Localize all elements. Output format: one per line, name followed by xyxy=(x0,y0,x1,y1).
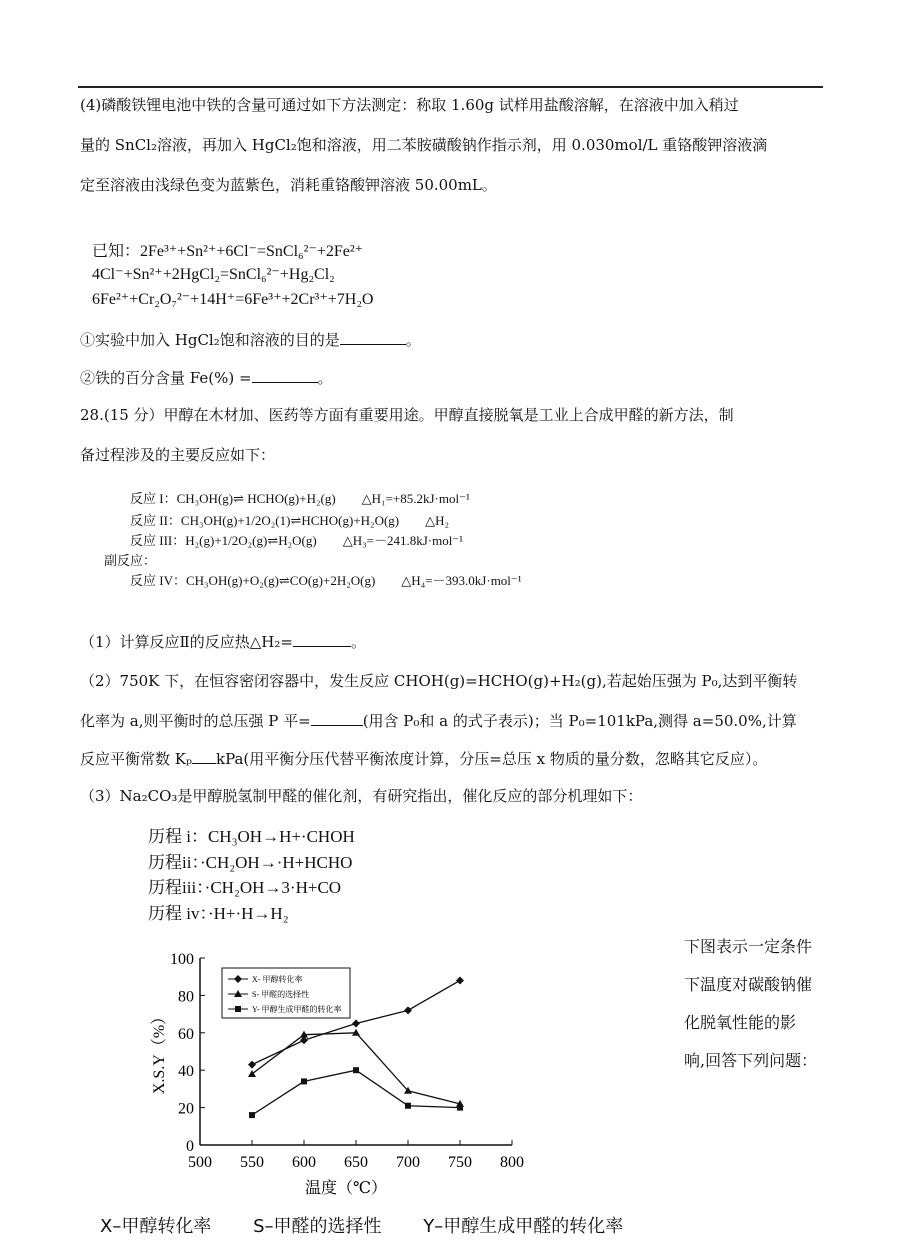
legend-label-1: S- 甲醛的选择性 xyxy=(252,990,310,999)
legend-label-0: X- 甲醇转化率 xyxy=(252,975,303,984)
part-2-text-c: 反应平衡常数 Kₚ xyxy=(80,750,192,768)
side-reaction-title: 副反应： xyxy=(104,553,157,568)
part-2-pressure-blank[interactable] xyxy=(311,711,363,726)
sub1-blank[interactable] xyxy=(340,330,406,345)
q4-line-2: 量的 SnCl₂溶液，再加入 HgCl₂饱和溶液，用二苯胺磺酸钠作指示剂，用 0.030mol/L 重铬酸钾溶液滴 xyxy=(80,136,768,154)
reaction-3: 反应 III：H₂(g)+1/2O₂(g)⇌H₂O(g) △H₃=－241.8kJ·mol⁻¹ xyxy=(130,533,464,548)
x-tick-label-6: 800 xyxy=(500,1154,524,1171)
mechanism-step-2: 历程ii：·CH₂OH→·H+HCHO xyxy=(148,853,353,872)
part-1-blank[interactable] xyxy=(293,632,351,647)
q28-line-2: 备过程涉及的主要反应如下： xyxy=(80,446,276,464)
part-2-line-1: （2）750K 下，在恒容密闭容器中，发生反应 CHOH(g)=HCHO(g)+H₂(g),若起始压强为 P₀,达到平衡转 xyxy=(80,672,798,690)
y-tick-label-5: 100 xyxy=(170,951,194,968)
data-point-s2-4 xyxy=(457,1105,463,1111)
known-equation-3: 6Fe²⁺+Cr₂O₇²⁻+14H⁺=6Fe³⁺+2Cr³⁺+7H₂O xyxy=(92,291,374,308)
sub2-end: 。 xyxy=(317,369,333,387)
q4-sub-question-1 xyxy=(80,330,421,349)
part-2-kp-blank[interactable] xyxy=(192,749,216,764)
data-point-s2-0 xyxy=(249,1112,255,1118)
caption-s: S–甲醛的选择性 xyxy=(253,1216,382,1237)
y-axis-label: X.S.Y（%） xyxy=(151,1008,168,1095)
data-point-s2-1 xyxy=(301,1078,307,1084)
part-1-end: 。 xyxy=(350,633,366,651)
series-line-2 xyxy=(252,1070,460,1115)
side-text-2: 下温度对碳酸钠催 xyxy=(684,975,813,994)
y-tick-label-0: 0 xyxy=(186,1138,194,1155)
y-tick-label-1: 20 xyxy=(178,1100,194,1118)
y-tick-label-2: 40 xyxy=(178,1063,194,1081)
data-point-s0-4 xyxy=(456,976,464,984)
reaction-4: 反应 IV：CH₃OH(g)+O₂(g)⇌CO(g)+2H₂O(g) △H₄=－393.0kJ·mol⁻¹ xyxy=(130,573,522,588)
side-text-4: 响,回答下列问题： xyxy=(684,1051,818,1070)
side-text-1: 下图表示一定条件 xyxy=(684,937,813,956)
figure-caption-legend xyxy=(100,1212,659,1238)
temperature-performance-chart xyxy=(140,945,540,1205)
q4-line-1: (4)磷酸铁锂电池中铁的含量可通过如下方法测定：称取 1.60g 试样用盐酸溶解，在溶液中加入稍过 xyxy=(80,96,739,114)
part-2-line-2 xyxy=(80,711,797,730)
q4-sub-question-2 xyxy=(80,368,333,387)
legend-marker-2 xyxy=(235,1006,241,1012)
part-3: （3）Na₂CO₃是甲醇脱氢制甲醛的催化剂，有研究指出，催化反应的部分机理如下： xyxy=(80,787,643,805)
data-point-s0-0 xyxy=(248,1061,256,1069)
known-equation-1: 已知：2Fe³⁺+Sn²⁺+6Cl⁻=SnCl₆²⁻+2Fe²⁺ xyxy=(92,243,364,260)
data-point-s0-2 xyxy=(352,1019,360,1027)
x-tick-label-5: 750 xyxy=(448,1154,472,1171)
mechanism-step-3: 历程iii：·CH₂OH→3·H+CO xyxy=(148,878,342,897)
caption-y: Y–甲醇生成甲醛的转化率 xyxy=(423,1216,624,1237)
data-point-s2-3 xyxy=(405,1103,411,1109)
sub1-text: ①实验中加入 HgCl₂饱和溶液的目的是 xyxy=(80,331,340,349)
sub2-blank[interactable] xyxy=(252,368,318,383)
legend-label-2: Y- 甲醇生成甲醛的转化率 xyxy=(252,1005,342,1014)
top-rule xyxy=(78,86,823,88)
q28-line-1: 28.(15 分）甲醇在木材加、医药等方面有重要用途。甲醇直接脱氧是工业上合成甲醛的新方法，制 xyxy=(80,406,734,424)
q4-line-3: 定至溶液由浅绿色变为蓝紫色，消耗重铬酸钾溶液 50.00mL。 xyxy=(80,176,497,194)
mechanism-step-1: 历程 i：CH₃OH→H+·CHOH xyxy=(148,827,355,846)
y-tick-label-4: 80 xyxy=(178,988,194,1006)
reaction-2: 反应 II：CH₃OH(g)+1/2O₂(1)⇌HCHO(g)+H₂O(g) △H₂ xyxy=(130,513,450,528)
sub1-end: 。 xyxy=(405,331,421,349)
sub2-text: ②铁的百分含量 Fe(%) = xyxy=(80,369,252,387)
data-point-s2-2 xyxy=(353,1067,359,1073)
mechanism-step-4: 历程 iv：·H+·H→H₂ xyxy=(148,904,289,923)
part-1-text: （1）计算反应Ⅱ的反应热△H₂= xyxy=(80,633,293,651)
x-tick-label-0: 500 xyxy=(188,1154,212,1171)
side-text-3: 化脱氧性能的影 xyxy=(684,1013,797,1032)
y-tick-label-3: 60 xyxy=(178,1025,194,1043)
known-equation-2: 4Cl⁻+Sn²⁺+2HgCl₂=SnCl₆²⁻+Hg₂Cl₂ xyxy=(92,266,335,283)
x-axis-label: 温度（℃） xyxy=(305,1180,387,1197)
part-2-text-d: kPa(用平衡分压代替平衡浓度计算，分压=总压 x 物质的量分数，忽略其它反应）。 xyxy=(215,750,768,768)
x-tick-label-4: 700 xyxy=(396,1154,420,1171)
x-tick-label-1: 550 xyxy=(240,1154,264,1171)
part-1 xyxy=(80,632,366,651)
x-tick-label-2: 600 xyxy=(292,1154,316,1171)
part-2-text-a: 化率为 a,则平衡时的总压强 P 平= xyxy=(80,712,311,730)
reaction-1: 反应 I：CH₃OH(g)⇌ HCHO(g)+H₂(g) △H₁=+85.2kJ·mol⁻¹ xyxy=(130,491,470,506)
caption-x: X–甲醇转化率 xyxy=(100,1216,212,1237)
part-2-text-b: (用含 P₀和 a 的式子表示)；当 P₀=101kPa,测得 a=50.0%,计算 xyxy=(362,712,797,730)
x-tick-label-3: 650 xyxy=(344,1154,368,1171)
part-2-line-3 xyxy=(80,749,767,768)
data-point-s1-0 xyxy=(248,1070,256,1077)
data-point-s0-3 xyxy=(404,1006,412,1014)
